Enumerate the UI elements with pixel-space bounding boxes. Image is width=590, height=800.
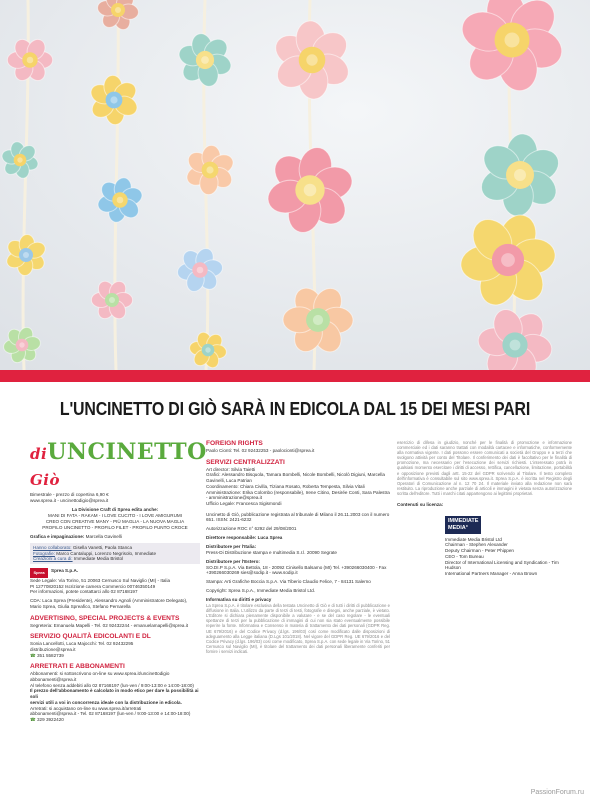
- immediate-logo-line-2: MEDIA°: [448, 524, 468, 531]
- advertising-title: ADVERTISING, SPECIAL PROJECTS & EVENTS: [30, 614, 180, 622]
- italy-distributor-label: Distributore per l'Italia:: [206, 544, 257, 550]
- licensed-contents-label: Contenuti su licenza:: [397, 502, 444, 508]
- im-deputy: Deputy Chairman - Peter Phippen: [445, 548, 514, 554]
- library-title: La Divisione Craft di Sprea edita anche:: [71, 507, 159, 513]
- im-company: Immediate Media Bristol Ltd: [445, 536, 502, 542]
- logo-gio: Giò: [30, 471, 61, 489]
- sprea-name: Sprea S.p.A.: [51, 568, 79, 574]
- library-line-3: PROFILO UNCINETTO - PROFILO FILET - PROFILO PUNTO CROCE: [42, 524, 188, 530]
- italy-distributor: Press-Di Distribuzione stampa e multimedia S.r.l. 20090 Segrate: [206, 550, 337, 556]
- subscriptions-line-2: abbonamenti@sprea.it: [30, 677, 77, 683]
- watermark: PassionForum.ru: [530, 789, 584, 796]
- foreign-distributor-label: Distributore per l'Estero:: [206, 558, 260, 564]
- creations-label: Creazioni a cura di:: [33, 556, 73, 562]
- subscriptions-line-4: Il prezzo dell'abbonamento è calcolato in modo etico per dare la possibilità ai soli: [30, 688, 199, 700]
- subscriptions-phone: ☎ 329 3922420: [30, 717, 200, 723]
- subscriptions-line-6: Arretrati: si acquistano on-line su www.sprea.it/arretrati: [30, 705, 142, 711]
- photo-value: Marco Cantaluppi, Lorenzo Negrisolo, Immediate: [56, 550, 157, 556]
- legal-text: esercizio di difesa in giudizio, nonché per le finalità di promozione e informazione commerciale ed i dati saranno trattati con modalità cartacee e informatiche, conformemente alla normativa vigente. I dati possono essere comunicati a società del Gruppo e a terzi che svolgono attività per conto del Titolare. Il conferimento dei dati è facoltativo per le finalità di promozione, ma necessario per l'esecuzione dei servizi richiesti. L'interessato potrà in qualsiasi momento esercitare i diritti di accesso, rettifica, cancellazione, limitazione, portabilità e opposizione previsti dagli artt. 15-22 del GDPR scrivendo al Titolare. Il testo completo dell'informativa è consultabile sul sito www.sprea.it. Sprea S.p.A. è iscritta nel Registro degli Operatori di Comunicazione al n. 12 70 24. Il materiale inviato alla redazione non sarà restituito. La riproduzione anche parziale di articoli e immagini è vietata senza autorizzazione scritta dell'editore. Tutti i marchi citati appartengono ai legittimi proprietari.: [397, 440, 572, 496]
- publication-contact: www.sprea.it - uncinettodigio@sprea.it: [30, 497, 109, 503]
- logo-di: di: [30, 445, 48, 463]
- subscriptions-line-5: servizi utili a voi in concorrenza ideale con la distribuzione in edicola.: [30, 699, 182, 705]
- board-of-directors: CDA: Luca Sprea (Presidente), Alessandro Agnoli (Amministratore Delegato), Mario Sprea, Giulia Spreafico, Stefano Pernarella: [30, 598, 188, 609]
- photo-label: Fotografie:: [33, 550, 55, 556]
- im-chairman: Chairman - Stephen Alexander: [445, 542, 508, 548]
- collab-value: Gisella Vanetti, Paola Stanca: [72, 544, 133, 550]
- service-mail: distribuzione@sprea.it: [30, 646, 76, 652]
- art-director: Art director: Silvia Taietti: [206, 466, 256, 472]
- red-divider-banner: [0, 370, 590, 382]
- immediate-logo-line-1: IMMEDIATE: [448, 517, 479, 524]
- page-headline: L'UNCINETTO DI GIÒ SARÀ IN EDICOLA DAL 15 DEI MESI PARI: [59, 398, 531, 419]
- im-partners: International Partners Manager - Anna Brown: [445, 570, 538, 576]
- director: Direttore responsabile: Luca Sprea: [206, 534, 283, 540]
- registration: Uncinetto di Giò, pubblicazione registrata al tribunale di Milano il 26.11.2003 con il numero 651. ISSN: 2421-6232: [206, 511, 390, 523]
- foreign-distributor: SO.DI.P S.p.A. Via Bettola, 18 - 20092 Cinisello Balsamo (MI) Tel. +390266030400 - Fax +390266030269 sies@sodip.it - www.sodip.it: [206, 564, 387, 576]
- privacy-title: Informativa su diritti e privacy: [206, 597, 272, 603]
- graphics-value: Marcella Gavinelli: [85, 534, 122, 540]
- im-ceo: CEO - Tom Bureau: [445, 553, 484, 559]
- copyright: Copyright: Sprea S.p.A., Immediate Media Bristol Ltd.: [206, 587, 316, 593]
- service-quality-title: SERVIZIO QUALITÀ EDICOLANTI E DL: [30, 633, 151, 641]
- advertising-text: Segreteria: Emanuela Mapelli - Tel. 02 92432244 - emanuelamapelli@sprea.it: [30, 622, 189, 628]
- services-column: [206, 440, 390, 654]
- library-line-1: MANI DI FATA - RAKAM - I LOVE CUCITO - I LOVE AMIGURUMI: [48, 513, 182, 519]
- sprea-seat: Sede Legale: Via Torino, 51 20063 Cernusco Sul Naviglio (MI) - Italia: [30, 578, 171, 584]
- subscriptions-title: ARRETRATI E ABBONAMENTI: [30, 663, 125, 671]
- immediate-media-block: [445, 516, 572, 577]
- roc-authorization: Autorizzazione ROC n° 6292 del 29/08/2001: [206, 526, 297, 532]
- sprea-info: Per informazioni, potete contattarci allo 02 87168197: [30, 589, 138, 595]
- service-names: Sonia Lancellotti, Luca Majocchi: Tel. 02 92432295: [30, 641, 134, 647]
- crochet-flower-garland-illustration: [0, 0, 590, 370]
- legal-office: Ufficio Legale: Francesca Sigismondi: [206, 500, 282, 506]
- publication-info: Bimestrale - prezzo di copertina 6,90 €: [30, 492, 109, 497]
- foreign-rights-title: FOREIGN RIGHTS: [206, 440, 263, 447]
- printer: Stampa: Arti Grafiche Boccia S.p.A. Via Tiberio Claudio Felice, 7 - 84131 Salerno: [206, 578, 371, 584]
- subscriptions-line-3: Al telefono senza addebiti allo 02 87168197 (lun-ven / 9:00-13:00 e 14:00-18:00): [30, 682, 194, 688]
- service-phone: ☎ 351 5582739: [30, 653, 200, 659]
- hero-photo-crochet-flowers: [0, 0, 590, 370]
- masthead-column: [30, 439, 207, 723]
- subscriptions-line-1: Abbonamenti: si sottoscrivono on-line su www.sprea.it/uncinettodigio: [30, 671, 170, 677]
- magazine-logo: [30, 439, 207, 492]
- graphics-label: Grafica e impaginazione:: [30, 534, 85, 540]
- library-line-2: CREO CON CREATIVE MANY - PIÙ MAGLIA - LA NUOVA MAGLIA: [45, 518, 185, 524]
- administration: Amministrazione: Erika Colombo (responsabile), Irene Citino, Desirée Conti, Sara Palestra - amministrazione@sprea.it: [206, 489, 390, 501]
- credits-box: [30, 543, 200, 564]
- creations-value: Immediate Media Bristol: [73, 556, 124, 562]
- legal-column: [397, 440, 572, 577]
- centralized-services-title: SERVIZI CENTRALIZZATI: [206, 458, 285, 466]
- subscriptions-line-7: abbonamenti@sprea.it - Tel. 02 87168197 (lun-ven / 9:00-13:00 e 14:00-18:00): [30, 711, 191, 717]
- foreign-rights-text: Paolo Cionti: Tel. 02 92432253 - paolocionti@sprea.it: [206, 448, 315, 453]
- im-director: Director of International Licensing and Syndication - Tim Hudson: [445, 559, 559, 571]
- sprea-logo: Sprea: [30, 568, 48, 578]
- coordination: Coordinamento: Chiara Civilla, Tiziana Rosato, Roberta Tempesta, Silvia Vitali: [206, 483, 365, 489]
- graphic-designers: Grafici: Alessandro Bisquola, Tamara Bombelli, Nicole Bombelli, Nicolò Digiuni, Marcella Gavinelli, Luca Patrian: [206, 472, 385, 484]
- sprea-vat: PI 12770820152 Iscrizione camera Commercio 00746350149: [30, 583, 156, 589]
- immediate-media-logo: [445, 516, 481, 534]
- privacy-text: La Sprea S.p.A. è titolare esclusiva della testata Uncinetto di Giò e di tutti i diritti di pubblicazione e diffusione in Italia. L'utilizzo da parte di terzi di testi, fotografie e disegni, anche parziale, è vietato. L'Editore si dichiara pienamente disponibile a valutare - e se del caso regolare - le eventuali spettanze di terzi per la pubblicazione di immagini di cui non sia stato eventualmente possibile reperire la fonte. Informativa e Consenso in materia di trattamento dei dati personali (GDPR Reg. UE 679/2016) e del Codice Privacy (d.lgs. 196/03) così come modificato dalle disposizioni di adeguamento alla Legge italiana (D.Lgs 101/2018). Nel vigore del GDPR Reg. UE 679/2016 e del Codice Privacy (d.lgs. 196/03) così come modificato, Sprea S.p.A. con sede legale in Via Torino, 51 Cernusco sul Naviglio (MI), è titolare del trattamento dei dati personali liberamente conferiti per fornire i servizi indicati.: [206, 603, 390, 654]
- logo-main: UNCINETTO: [47, 439, 207, 465]
- collab-label: Hanno collaborato:: [33, 544, 72, 550]
